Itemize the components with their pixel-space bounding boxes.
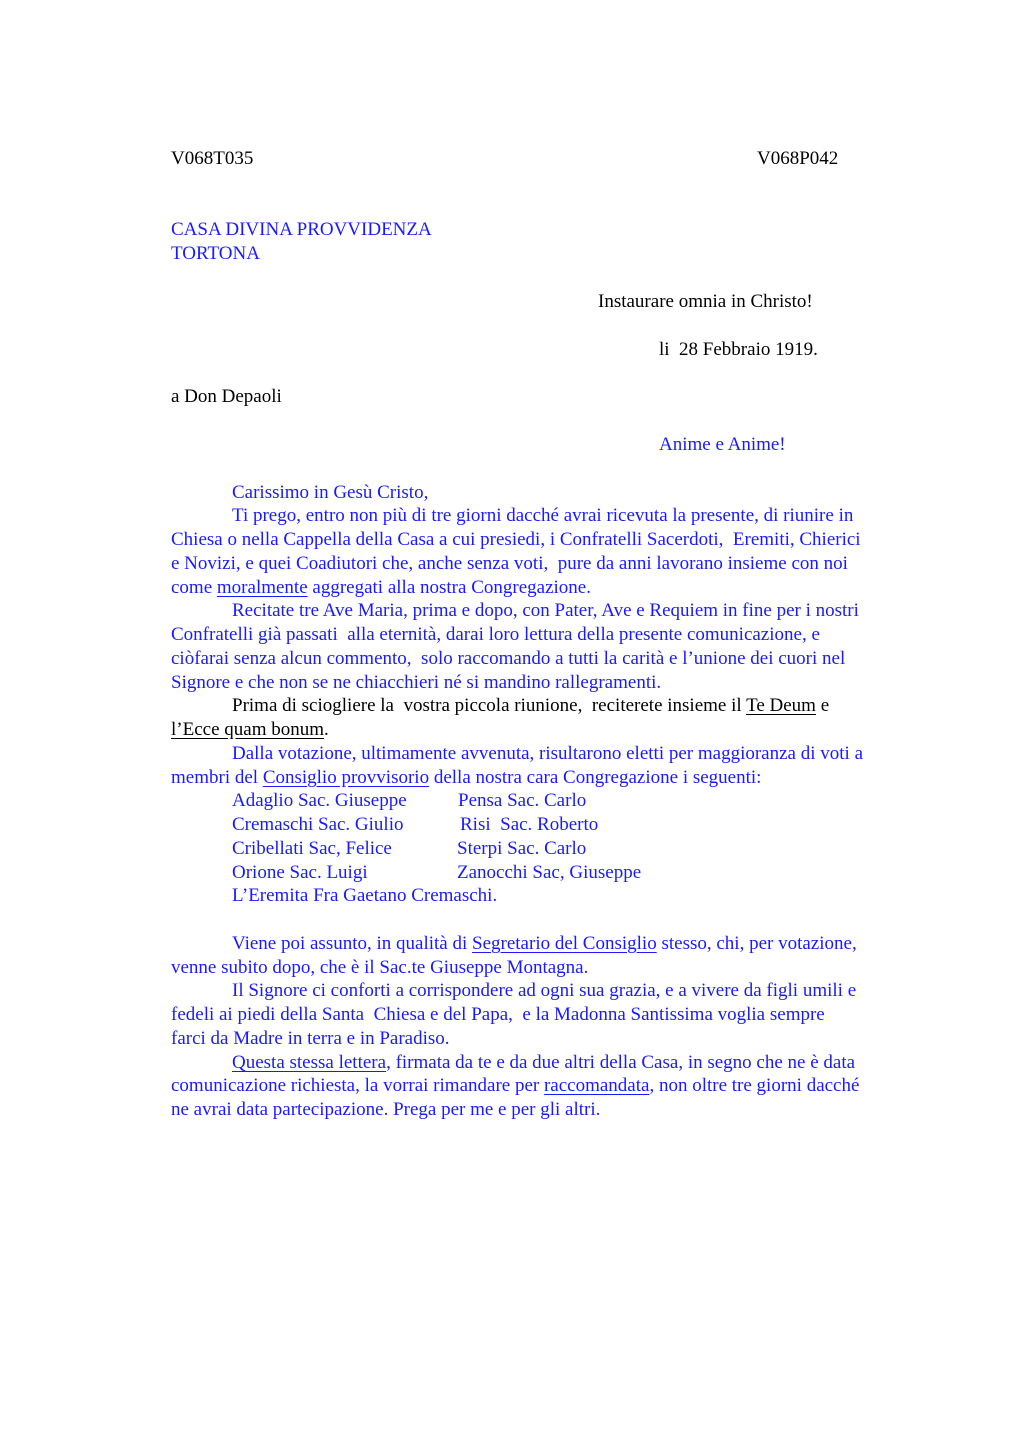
p6-line1: Il Signore ci conforti a corrispondere ad ogni sua grazia, e a vivere da figli umili e — [232, 980, 857, 1001]
p7-line2-end: , non oltre tre giorni dacché — [649, 1075, 860, 1096]
date: li 28 Febbraio 1919. — [659, 339, 818, 360]
letterhead-line2: TORTONA — [171, 243, 260, 264]
p3-line1 — [232, 694, 829, 718]
salutation: Carissimo in Gesù Cristo, — [232, 482, 429, 503]
council-member-left: Cremaschi Sac. Giulio — [232, 814, 404, 835]
doc-code-left: V068T035 — [171, 148, 254, 169]
council-member-left: Adaglio Sac. Giuseppe — [232, 790, 407, 811]
slogan: Anime e Anime! — [659, 434, 786, 455]
p3-line2 — [171, 718, 329, 742]
council-member-left: Orione Sac. Luigi — [232, 862, 368, 883]
recipient: a Don Depaoli — [171, 386, 282, 407]
council-member-right: Risi Sac. Roberto — [460, 814, 599, 835]
p5-line1-end: stesso, chi, per votazione, — [656, 933, 857, 954]
council-member-right: Zanocchi Sac, Giuseppe — [457, 862, 642, 883]
p2-line3: ciòfarai senza alcun commento, solo raccomando a tutti la carità e l’unione dei cuori nel — [171, 648, 846, 669]
underlined-segretario: Segretario del Consiglio — [472, 933, 657, 954]
underlined-moralmente: moralmente — [216, 577, 308, 598]
p2-line1: Recitate tre Ave Maria, prima e dopo, con Pater, Ave e Requiem in fine per i nostri — [232, 600, 859, 621]
p1-line4-end: aggregati alla nostra Congregazione. — [307, 577, 591, 598]
p6-line2: fedeli ai piedi della Santa Chiesa e del Papa, e la Madonna Santissima voglia sempre — [171, 1004, 825, 1025]
underlined-consiglio-provvisorio: Consiglio provvisorio — [262, 767, 430, 788]
council-member-right: Sterpi Sac. Carlo — [457, 838, 587, 859]
p7-line1-end: , firmata da te e da due altri della Casa, in segno che ne è data — [386, 1052, 856, 1073]
p6-line3: farci da Madre in terra e in Paradiso. — [171, 1028, 450, 1049]
p5-line2: venne subito dopo, che è il Sac.te Giuseppe Montagna. — [171, 957, 589, 978]
p1-line2: Chiesa o nella Cappella della Casa a cui presiedi, i Confratelli Sacerdoti, Eremiti, Chierici — [171, 529, 861, 550]
underlined-ecce-quam-bonum: l’Ecce quam bonum — [171, 719, 325, 740]
p1-line4 — [171, 576, 591, 600]
p5-line1-start: Viene poi assunto, in qualità di — [232, 933, 473, 954]
underlined-raccomandata: raccomandata — [543, 1075, 650, 1096]
p1-line4-start: come — [171, 577, 217, 598]
p7-line2 — [171, 1074, 859, 1098]
p1-line1: Ti prego, entro non più di tre giorni dacché avrai ricevuta la presente, di riunire in — [232, 505, 854, 526]
p4-line2-start: membri del — [171, 767, 263, 788]
p7-line3: ne avrai data partecipazione. Prega per me e per gli altri. — [171, 1099, 601, 1120]
letterhead-line1: CASA DIVINA PROVVIDENZA — [171, 219, 432, 240]
p2-line4: Signore e che non se ne chiacchieri né si mandino rallegramenti. — [171, 672, 662, 693]
p4-line2-end: della nostra cara Congregazione i seguenti: — [429, 767, 762, 788]
underlined-te-deum: Te Deum — [746, 695, 816, 716]
p1-line3: e Novizi, e quei Coadiutori che, anche senza voti, pure da anni lavorano insieme con noi — [171, 553, 848, 574]
underlined-questa-stessa-lettera: Questa stessa lettera — [232, 1052, 387, 1073]
p7-line1 — [232, 1051, 855, 1075]
council-member-right: Pensa Sac. Carlo — [458, 790, 587, 811]
p3-line2-end: . — [324, 719, 329, 740]
p7-line2-start: comunicazione richiesta, la vorrai rimandare per — [171, 1075, 544, 1096]
doc-code-right: V068P042 — [757, 148, 839, 169]
motto: Instaurare omnia in Christo! — [598, 291, 813, 312]
p2-line2: Confratelli già passati alla eternità, darai loro lettura della presente comunicazione, e — [171, 624, 820, 645]
p4-line1: Dalla votazione, ultimamente avvenuta, risultarono eletti per maggioranza di voti a — [232, 743, 863, 764]
p5-line1 — [232, 932, 857, 956]
p4-line2 — [171, 766, 761, 790]
eremita: L’Eremita Fra Gaetano Cremaschi. — [232, 885, 498, 906]
p3-line1-end: e — [815, 695, 830, 716]
p3-line1-start: Prima di sciogliere la vostra piccola riunione, reciterete insieme il — [232, 695, 747, 716]
council-member-left: Cribellati Sac, Felice — [232, 838, 392, 859]
